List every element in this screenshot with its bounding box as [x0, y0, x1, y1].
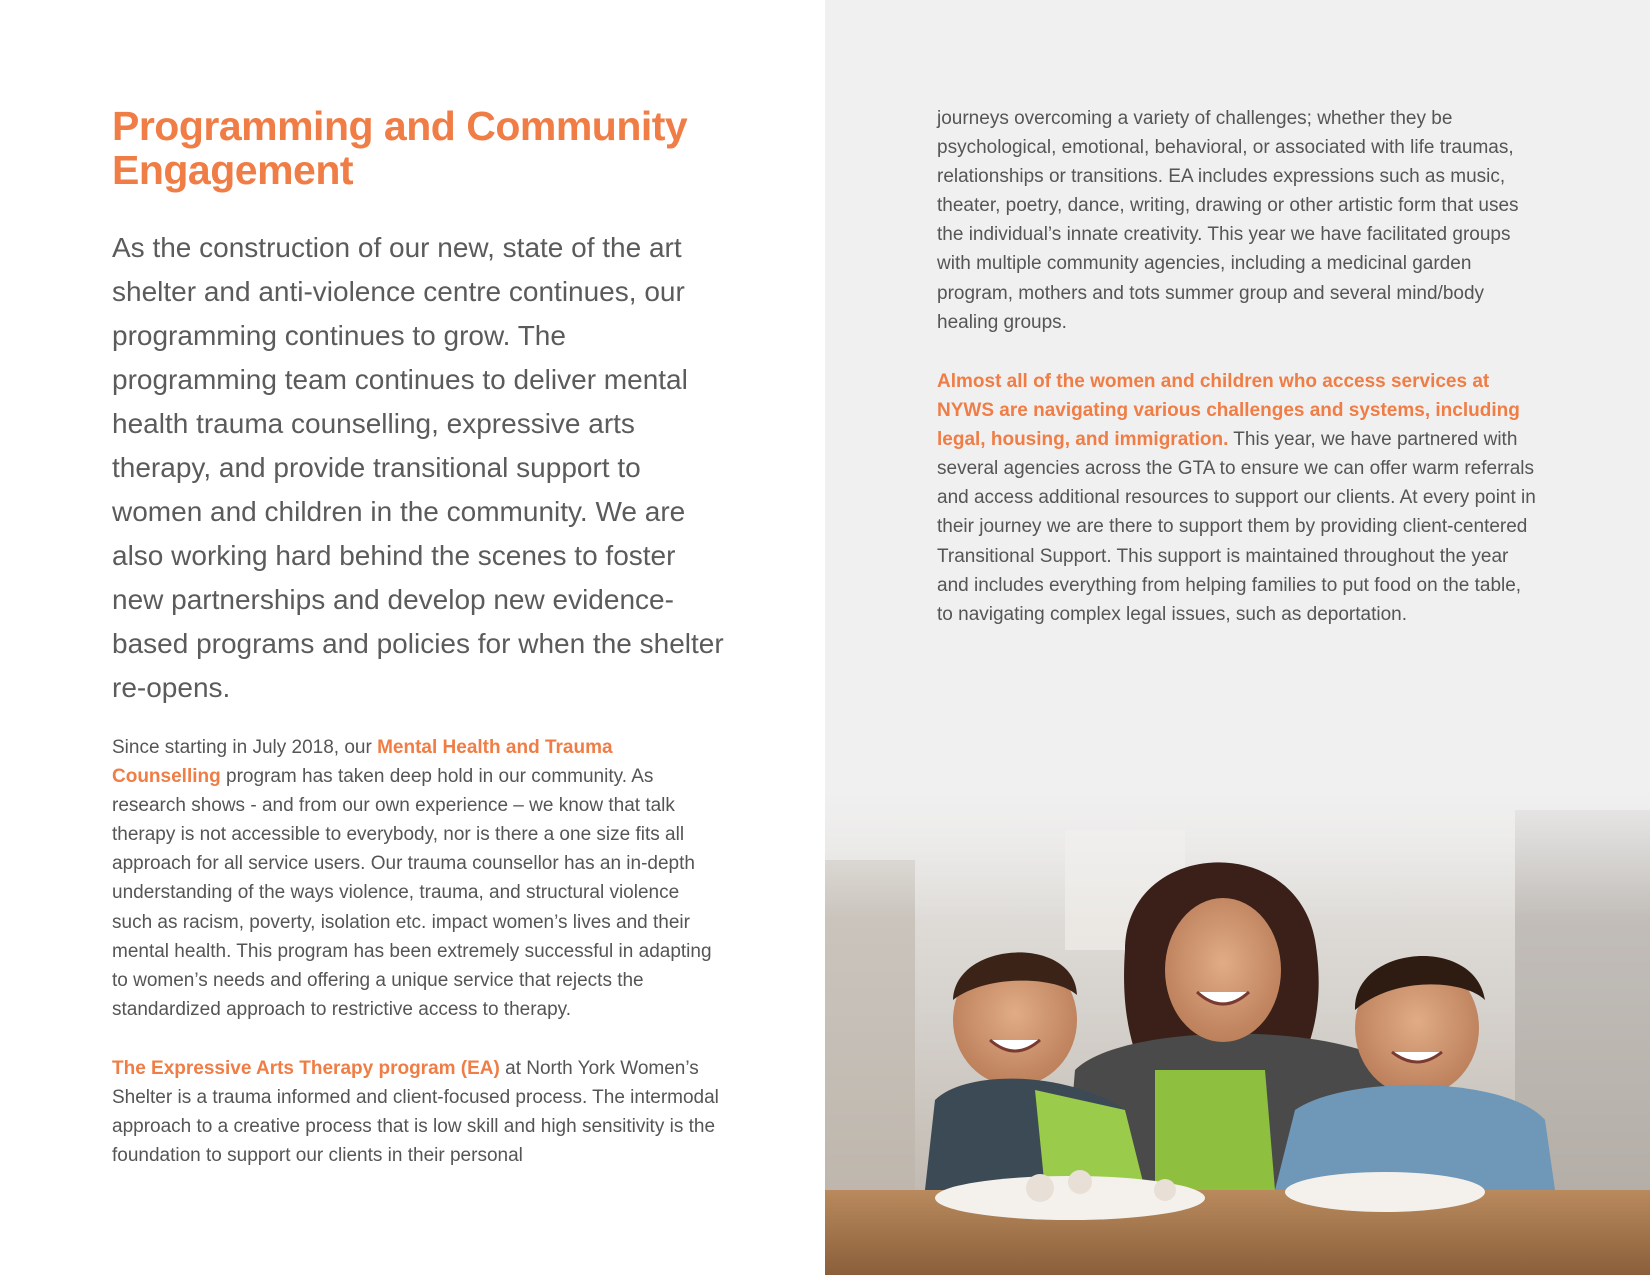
mental-health-lead: Since starting in July 2018, our	[112, 737, 378, 758]
mental-health-paragraph	[112, 733, 720, 1024]
intro-paragraph: As the construction of our new, state of the art shelter and anti-violence centre continues, our programming continues to grow. The programming team continues to deliver mental health trauma counselling, expressive arts therapy, and provide transitional support to women and children in the community. We are also working hard behind the scenes to foster new partnerships and develop new evidence-based programs and policies for when the shelter re-opens.	[112, 232, 724, 703]
cookie-dough-ball	[1068, 1170, 1092, 1194]
expressive-arts-program-name: The Expressive Arts Therapy program (EA)	[112, 1058, 500, 1079]
cookie-dough-ball	[1154, 1179, 1176, 1201]
mental-health-program-name: Mental Health and Trauma Counselling	[112, 737, 613, 788]
family-photo-illustration	[825, 770, 1650, 1275]
expressive-arts-continued-paragraph: journeys overcoming a variety of challenges; whether they be psychological, emotional, behavioral, or associated with life traumas, relationships or transitions. EA includes expressions such as music, theater, poetry, dance, writing, drawing or other artistic form that uses the individual’s innate creativity. This year we have facilitated groups with multiple community agencies, including a medicinal garden program, mothers and tots summer group and several mind/body healing groups.	[937, 108, 1519, 333]
mother-shirt	[1155, 1070, 1275, 1190]
page-title: Programming and Community Engagement	[112, 103, 688, 193]
expressive-arts-body: at North York Women’s Shelter is a trauma informed and client-focused process. The intermodal approach to a creative process that is low skill and high sensitivity is the foundation to support our clients in their personal	[112, 1058, 719, 1167]
mother-face	[1165, 898, 1281, 1042]
transitional-support-body: This year, we have partnered with several agencies across the GTA to ensure we can offer warm referrals and access additional resources to support our clients. At every point in their journey we are there to support them by providing client-centered Transitional Support. This support is maintained throughout the year and includes everything from helping families to put food on the table, to navigating complex legal issues, such as deportation.	[937, 429, 1536, 625]
expressive-arts-paragraph	[112, 1054, 720, 1170]
right-page	[825, 0, 1650, 1275]
mental-health-body: program has taken deep hold in our community. As research shows - and from our own experience – we know that talk therapy is not accessible to everybody, nor is there a one size fits all approach for all service users. Our trauma counsellor has an in-depth understanding of the ways violence, trauma, and structural violence such as racism, poverty, isolation etc. impact women’s lives and their mental health. This program has been extremely successful in adapting to women’s needs and offering a unique service that rejects the standardized approach to restrictive access to therapy.	[112, 766, 712, 1020]
transitional-support-highlight: Almost all of the women and children who access services at NYWS are navigating various challenges and systems, including legal, housing, and immigration.	[937, 371, 1520, 451]
right-plate	[1285, 1172, 1485, 1212]
transitional-support-paragraph	[937, 367, 1537, 629]
cookie-dough-ball	[1026, 1174, 1054, 1202]
family-photo	[825, 770, 1650, 1275]
